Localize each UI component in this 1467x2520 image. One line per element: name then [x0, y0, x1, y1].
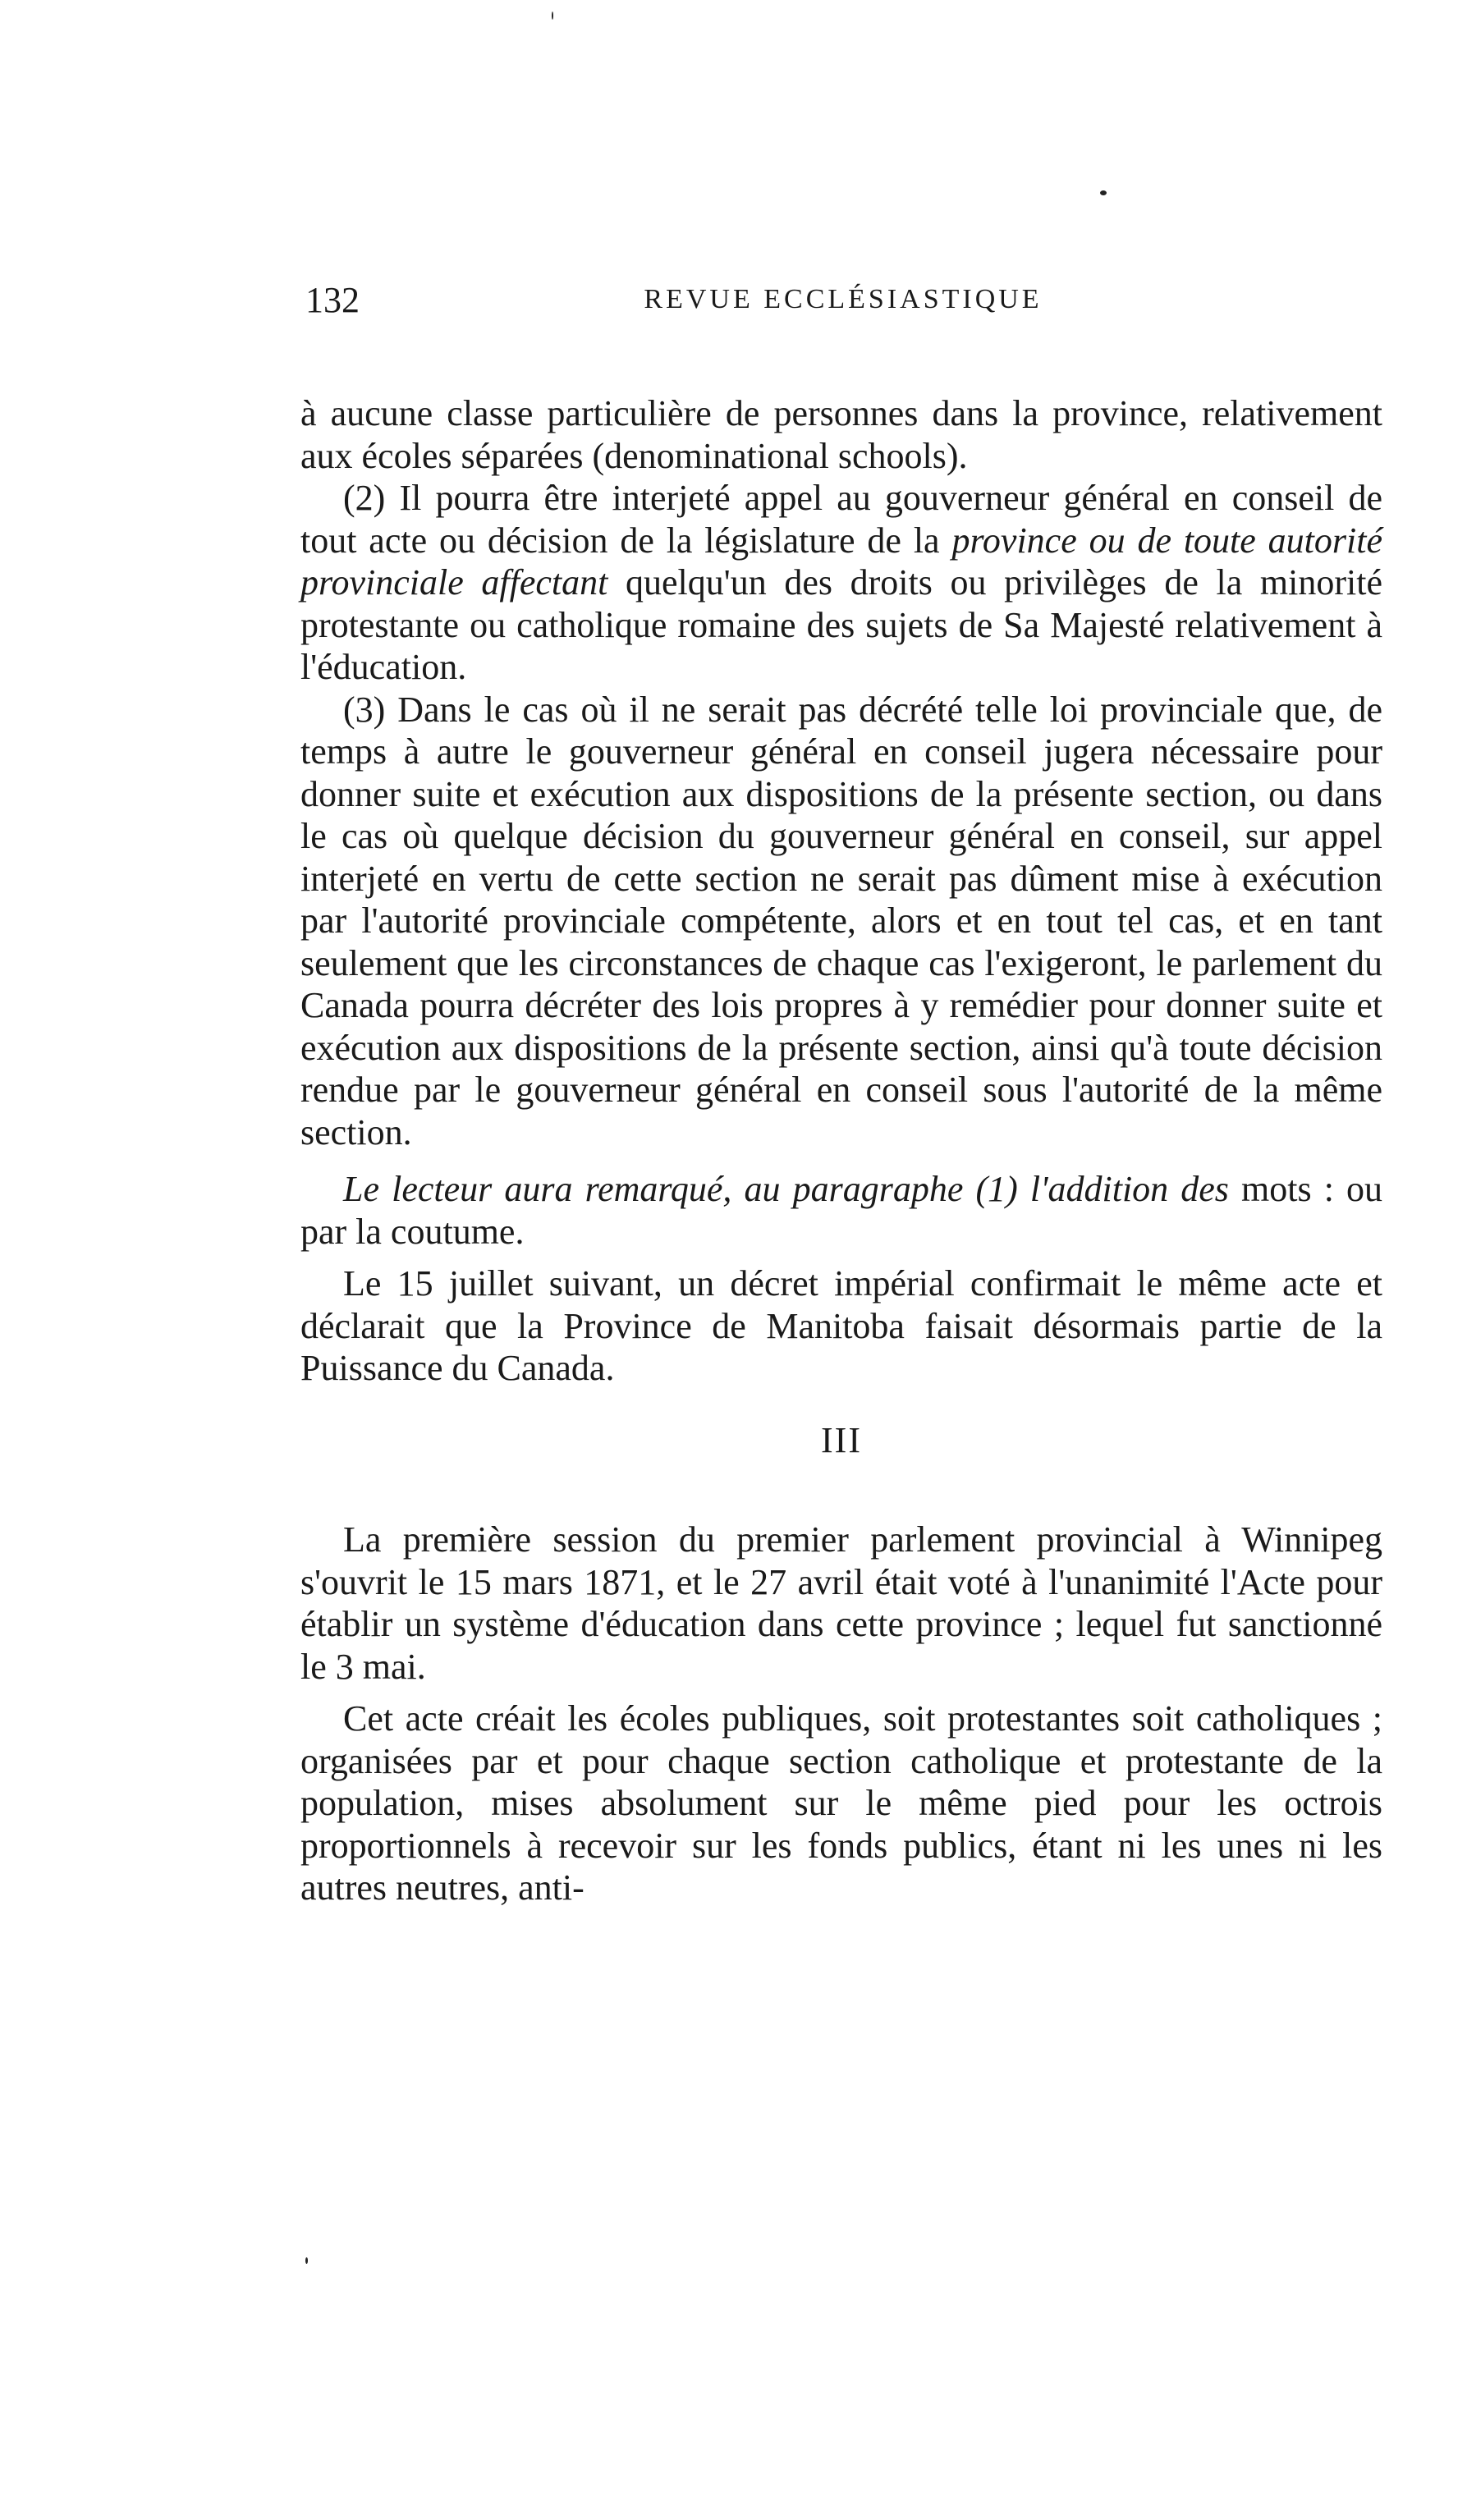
scan-speck [305, 2257, 308, 2264]
subsection-2-italic-text: province ou de toute autorité provinciale affectant [300, 520, 1382, 603]
paragraph-first-session: La première session du premier parlement provincial à Winnipeg s'ouvrit le 15 mars 1871, et le 27 avril était voté à l'unanimité l'Acte pour établir un système d'éducation dans cette province ; lequel fut sanctionné le 3 mai. [300, 1519, 1382, 1687]
paragraph-continuation: à aucune classe particulière de personnes dans la province, relativement aux écoles séparées (denominational schools). [300, 393, 1382, 476]
subsection-2-text-end: quelqu'un des droits ou privilèges de la minorité protestante ou catholique romaine des sujets de Sa Majesté relativement à l'éducation. [300, 562, 1382, 687]
paragraph-imperial-decree: Le 15 juillet suivant, un décret impérial confirmait le même acte et déclarait que la Province de Manitoba faisait désormais partie de la Puissance du Canada. [300, 1263, 1382, 1388]
reader-note-italic: Le lecteur aura remarqué, au paragraphe (1) l'addition des [343, 1169, 1229, 1209]
body-text [300, 392, 1382, 1909]
page-header [305, 279, 1381, 328]
page-number: 132 [305, 280, 360, 320]
paragraph-subsection-2 [300, 477, 1382, 689]
paragraph-reader-note [300, 1168, 1382, 1253]
paragraph-public-schools: Cet acte créait les écoles publiques, soit protestantes soit catholiques ; organisées par et pour chaque section catholique et protestante de la population, mises absolument sur le même pied pour les octrois proportionnels à recevoir sur les fonds publics, étant ni les unes ni les autres neutres, anti- [300, 1698, 1382, 1908]
running-head: REVUE ECCLÉSIASTIQUE [644, 284, 1043, 314]
paragraph-subsection-3: (3) Dans le cas où il ne serait pas décrété telle loi provinciale que, de temps à autre le gouverneur général en conseil jugera nécessaire pour donner suite et exécution aux dispositions de la présente section, ou dans le cas où quelque décision du gouverneur général en conseil, sur appel interjeté en vertu de cette section ne serait pas dûment mise à exécution par l'autorité provinciale compétente, alors et en tout tel cas, et en tant seulement que les circonstances de chaque cas l'exigeront, le parlement du Canada pourra décréter des lois propres à y remédier pour donner suite et exécution aux dispositions de la présente section, ainsi qu'à toute décision rendue par le gouverneur général en conseil sous l'autorité de la même section. [300, 689, 1382, 1152]
subsection-2-text-start: (2) Il pourra être interjeté appel au gouverneur général en conseil de tout acte ou décision de la législature de la [300, 478, 1382, 561]
scan-speck [552, 11, 553, 20]
section-heading: III [821, 1419, 862, 1460]
reader-note-rest: mots : ou par la coutume. [300, 1169, 1383, 1252]
scan-speck [1100, 190, 1107, 195]
